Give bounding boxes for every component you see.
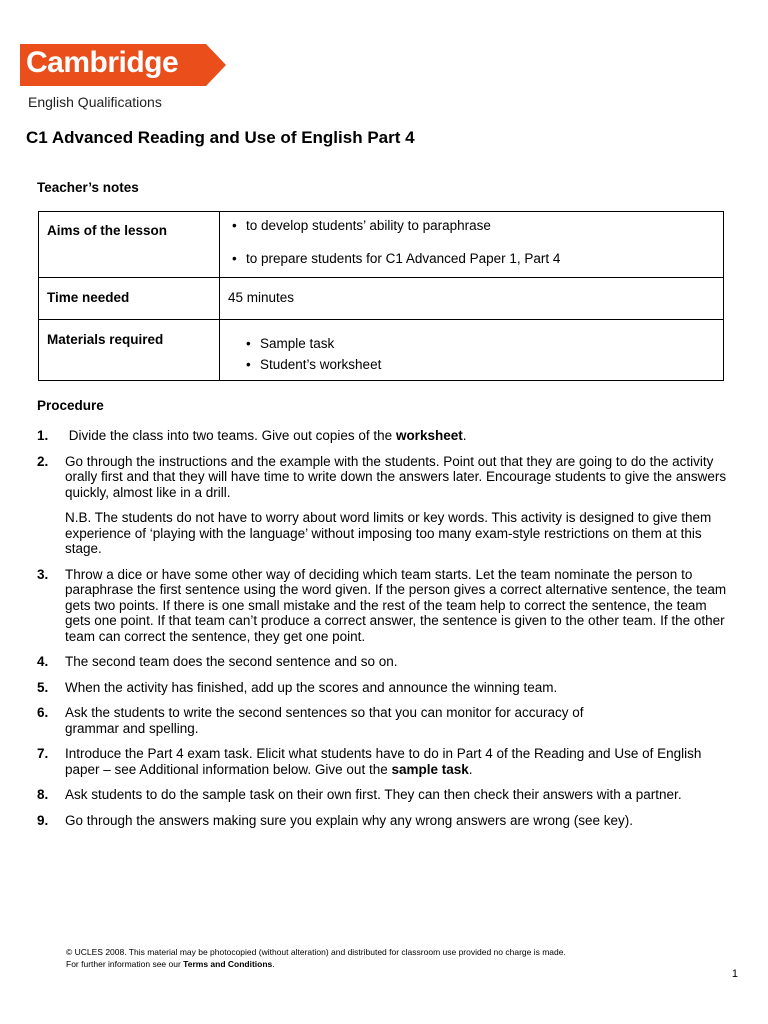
step-text: Introduce the Part 4 exam task. Elicit what students have to do in Part 4 of the Reading and Use of English paper – see Additional information below. Give out the sample task. — [65, 746, 702, 777]
step-text: Go through the instructions and the example with the students. Point out that they are going to do the activity orally first and that they will have time to write down the answers later. Encourage students to give the answers quickly, almost like in a drill. — [65, 453, 727, 500]
time-label: Time needed — [39, 278, 220, 320]
logo-subtitle: English Qualifications — [28, 94, 162, 110]
lesson-info-table — [38, 211, 724, 381]
procedure-step — [37, 654, 727, 670]
logo-wordmark: Cambridge — [26, 46, 179, 79]
step-text: Throw a dice or have some other way of deciding which team starts. Let the team nominate the person to paraphrase the first sentence using the word given. If the person gives a correct alternative sentence, the team gets two points. If there is one small mistake and the rest of the team help to correct the sentence, the team gets one point. If that team can’t produce a correct answer, the sentence is given to the other team. If the other team can correct the sentence, they get one point. — [65, 566, 727, 644]
materials-item: • Sample task — [242, 335, 715, 352]
procedure-step — [37, 680, 727, 696]
copyright-notice: © UCLES 2008. This material may be photocopied (without alteration) and distributed for classroom use provided no charge is made. — [66, 947, 566, 957]
aims-row — [39, 212, 724, 278]
procedure-step — [37, 454, 727, 557]
materials-value — [220, 320, 724, 381]
procedure-heading: Procedure — [37, 398, 104, 413]
step-number: 3. — [37, 566, 49, 582]
copyright-footer — [66, 946, 566, 970]
step-text: Divide the class into two teams. Give out copies of the worksheet. — [68, 428, 467, 443]
step-number: 7. — [37, 746, 49, 761]
procedure-step — [37, 428, 727, 444]
step-text: Ask students to do the sample task on their own first. They can then check their answers with a partner. — [65, 787, 682, 802]
page-title: C1 Advanced Reading and Use of English Part 4 — [26, 128, 415, 147]
aims-item: • to develop students’ ability to paraphrase — [228, 217, 715, 234]
page-number: 1 — [731, 968, 738, 980]
teachers-notes-heading: Teacher’s notes — [37, 180, 139, 195]
terms-line: For further information see our Terms and Conditions. — [66, 959, 275, 969]
step-number: 6. — [37, 705, 49, 720]
procedure-step — [37, 705, 727, 736]
step-number: 1. — [37, 428, 49, 443]
aims-item: • to prepare students for C1 Advanced Paper 1, Part 4 — [228, 250, 715, 267]
materials-row — [39, 320, 724, 381]
materials-item: • Student’s worksheet — [242, 356, 715, 373]
materials-list — [242, 335, 715, 373]
step-number: 2. — [37, 453, 49, 469]
procedure-step — [37, 746, 727, 777]
aims-label: Aims of the lesson — [39, 212, 220, 278]
step-text: Ask the students to write the second sentences so that you can monitor for accuracy of grammar and spelling. — [65, 705, 584, 736]
logo-arrow-shape — [20, 44, 206, 86]
worksheet-emphasis: worksheet — [395, 428, 463, 443]
aims-value — [220, 212, 724, 278]
procedure-list — [37, 428, 727, 838]
time-value: 45 minutes — [220, 278, 724, 320]
procedure-step — [37, 813, 727, 829]
procedure-step — [37, 787, 727, 803]
step-number: 5. — [37, 679, 49, 695]
terms-and-conditions-link[interactable]: Terms and Conditions — [183, 959, 273, 969]
step-number: 4. — [37, 654, 49, 669]
time-row — [39, 278, 724, 320]
cambridge-logo — [20, 44, 206, 110]
step-number: 9. — [37, 812, 49, 828]
step-text: Go through the answers making sure you explain why any wrong answers are wrong (see key). — [65, 812, 634, 828]
step-text: The second team does the second sentence and so on. — [65, 654, 398, 669]
materials-label: Materials required — [39, 320, 220, 381]
step-note: N.B. The students do not have to worry about word limits or key words. This activity is designed to give them experience of ‘playing with the language’ without imposing too many exam-style restrictions on them at this stage. — [65, 510, 712, 556]
sample-task-emphasis: sample task — [391, 761, 469, 777]
procedure-step — [37, 567, 727, 645]
step-number: 8. — [37, 787, 49, 802]
aims-list — [228, 217, 715, 267]
step-text: When the activity has finished, add up the scores and announce the winning team. — [65, 679, 558, 695]
